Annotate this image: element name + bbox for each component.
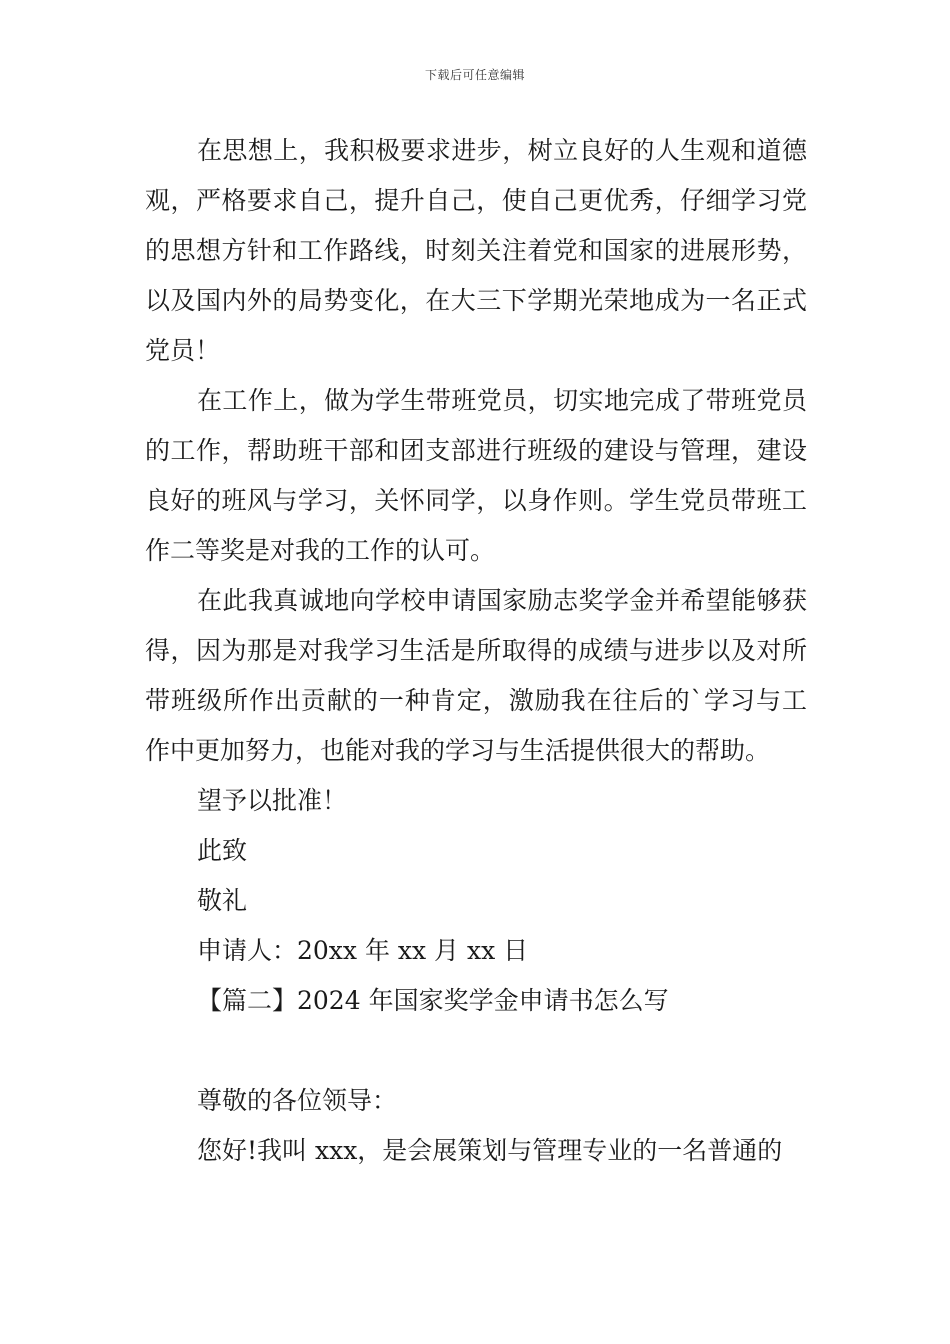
closing-line-2: 敬礼 — [197, 886, 248, 915]
salutation-line: 尊敬的各位领导： — [197, 1086, 398, 1115]
closing-line-1: 此致 — [197, 836, 248, 865]
document-body — [145, 126, 807, 1176]
blank-line — [145, 1026, 807, 1076]
paragraph-ideology: 在思想上，我积极要求进步，树立良好的人生观和道德观，严格要求自己，提升自己，使自己更优秀，仔细学习党的思想方针和工作路线，时刻关注着党和国家的进展形势，以及国内外的局势变化，在大三下学期光荣地成为一名正式党员！ — [145, 136, 807, 365]
paragraph-work: 在工作上，做为学生带班党员，切实地完成了带班党员的工作，帮助班干部和团支部进行班级的建设与管理，建设良好的班风与学习，关怀同学，以身作则。学生党员带班工作二等奖是对我的工作的认可。 — [145, 386, 807, 565]
applicant-line: 申请人：20xx 年 xx 月 xx 日 — [197, 936, 529, 965]
section-title: 【篇二】2024 年国家奖学金申请书怎么写 — [197, 986, 669, 1015]
intro-line: 您好!我叫 xxx，是会展策划与管理专业的一名普通的 — [197, 1136, 783, 1165]
paragraph-application: 在此我真诚地向学校申请国家励志奖学金并希望能够获得，因为那是对我学习生活是所取得的成绩与进步以及对所带班级所作出贡献的一种肯定，激励我在往后的`学习与工作中更加努力，也能对我的学习与生活提供很大的帮助。 — [145, 586, 807, 765]
approval-line: 望予以批准！ — [197, 786, 348, 815]
page-header-note: 下载后可任意编辑 — [424, 68, 525, 82]
